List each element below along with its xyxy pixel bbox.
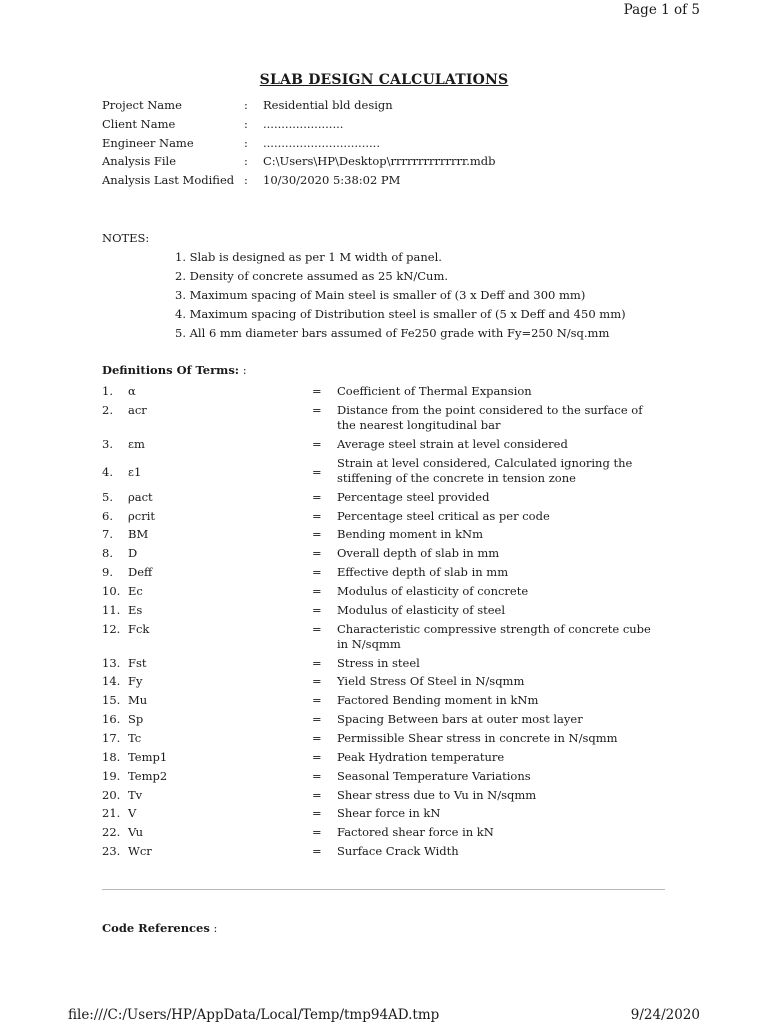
definition-number: 1.: [102, 384, 113, 398]
section-divider: [102, 889, 665, 890]
definition-description: Peak Hydration temperature: [337, 749, 505, 764]
info-label: Client Name: [102, 116, 176, 131]
definition-symbol: Sp: [128, 712, 144, 727]
definition-row: [102, 674, 662, 693]
definition-description: Average steel strain at level considered: [337, 436, 568, 451]
note-item: 3. Maximum spacing of Main steel is smaller of (3 x Deff and 300 mm): [175, 288, 586, 302]
definitions-heading: [102, 363, 247, 377]
definition-description: Stress in steel: [337, 655, 420, 670]
definition-description: Permissible Shear stress in concrete in N/sqmm: [337, 730, 618, 745]
definition-equals: =: [312, 508, 322, 523]
definition-equals: =: [312, 489, 322, 504]
code-references-text: Code References: [102, 921, 210, 935]
info-label: Project Name: [102, 98, 182, 112]
definition-row: [102, 693, 662, 712]
definition-symbol: Temp1: [128, 749, 168, 764]
definition-description: Factored Bending moment in kNm: [337, 693, 539, 708]
definition-symbol: Fst: [128, 655, 147, 670]
info-value: 10/30/2020 5:38:02 PM: [263, 173, 401, 188]
definition-row: [102, 546, 662, 565]
definition-description: Overall depth of slab in mm: [337, 546, 500, 561]
definition-number: 18.: [102, 749, 121, 764]
definition-number: 10.: [102, 583, 121, 598]
info-value: C:\Users\HP\Desktop\rrrrrrrrrrrrrr.mdb: [263, 154, 496, 169]
definition-symbol: Tv: [128, 787, 143, 802]
definition-number: 21.: [102, 806, 121, 821]
page-indicator: Page 1 of 5: [623, 2, 700, 18]
definition-equals: =: [312, 844, 322, 859]
definition-symbol: εm: [128, 436, 145, 451]
definition-symbol: V: [128, 806, 137, 821]
definition-row: [102, 750, 662, 769]
definition-symbol: Mu: [128, 693, 148, 708]
definition-symbol: α: [128, 384, 136, 398]
definition-equals: =: [312, 602, 322, 617]
definition-equals: =: [312, 546, 322, 561]
notes-list: [175, 250, 626, 345]
definition-equals: =: [312, 749, 322, 764]
definition-row: [102, 712, 662, 731]
info-label: Analysis File: [102, 154, 177, 169]
document-title: SLAB DESIGN CALCULATIONS: [259, 72, 509, 88]
definition-description: Bending moment in kNm: [337, 527, 484, 542]
note-item: 4. Maximum spacing of Distribution steel is smaller of (5 x Deff and 450 mm): [175, 307, 626, 321]
definition-number: 17.: [102, 730, 121, 745]
definition-symbol: Vu: [128, 825, 143, 840]
definition-number: 16.: [102, 712, 121, 727]
definition-description: Factored shear force in kN: [337, 825, 494, 840]
info-colon: :: [244, 154, 248, 169]
definition-row: [102, 437, 662, 456]
definition-symbol: Deff: [128, 565, 153, 580]
code-references-heading: [102, 921, 217, 935]
definition-row: [102, 622, 662, 656]
code-references-suffix: :: [209, 921, 218, 935]
definition-symbol: Temp2: [128, 768, 168, 783]
definition-description: Coefficient of Thermal Expansion: [337, 384, 532, 398]
definition-row: [102, 656, 662, 675]
definition-description: Percentage steel critical as per code: [337, 508, 550, 523]
info-value: Residential bld design: [263, 98, 393, 112]
definition-number: 7.: [102, 527, 113, 542]
definition-equals: =: [312, 565, 322, 580]
info-value: ................................: [263, 135, 380, 150]
note-item: 5. All 6 mm diameter bars assumed of Fe250 grade with Fy=250 N/sq.mm: [175, 326, 610, 340]
definition-equals: =: [312, 583, 322, 598]
note-item: 2. Density of concrete assumed as 25 kN/Cum.: [175, 269, 449, 283]
definition-equals: =: [312, 787, 322, 802]
definition-row: [102, 527, 662, 546]
definition-row: [102, 769, 662, 788]
definition-symbol: Fy: [128, 674, 143, 689]
definition-number: 6.: [102, 508, 113, 523]
definition-row: [102, 403, 662, 437]
definition-number: 11.: [102, 602, 121, 617]
definition-equals: =: [312, 402, 322, 417]
definition-description: Distance from the point considered to the surface of the nearest longitudinal bar: [337, 402, 643, 432]
definition-row: [102, 603, 662, 622]
definition-number: 8.: [102, 546, 113, 561]
definition-symbol: acr: [128, 402, 147, 417]
definition-number: 19.: [102, 768, 121, 783]
definition-number: 13.: [102, 655, 121, 670]
definition-symbol: ρact: [128, 489, 153, 504]
definition-number: 5.: [102, 489, 113, 504]
definition-description: Modulus of elasticity of steel: [337, 602, 506, 617]
definition-row: [102, 806, 662, 825]
definition-row: [102, 456, 662, 490]
info-colon: :: [244, 98, 248, 112]
info-colon: :: [244, 173, 248, 188]
definition-equals: =: [312, 384, 322, 398]
definition-equals: =: [312, 693, 322, 708]
definition-description: Characteristic compressive strength of concrete cube in N/sqmm: [337, 621, 651, 651]
definition-row: [102, 509, 662, 528]
info-colon: :: [244, 116, 248, 131]
definition-number: 22.: [102, 825, 121, 840]
definition-row: [102, 788, 662, 807]
definition-symbol: Es: [128, 602, 143, 617]
definition-description: Yield Stress Of Steel in N/sqmm: [337, 674, 525, 689]
definition-symbol: Fck: [128, 621, 150, 636]
definition-symbol: ρcrit: [128, 508, 155, 523]
definition-number: 9.: [102, 565, 113, 580]
definition-number: 15.: [102, 693, 121, 708]
notes-heading: NOTES:: [102, 231, 150, 245]
definition-symbol: D: [128, 546, 138, 561]
definition-symbol: Wcr: [128, 844, 152, 859]
definitions-heading-suffix: :: [239, 363, 247, 377]
definition-description: Shear force in kN: [337, 806, 441, 821]
definition-equals: =: [312, 712, 322, 727]
definition-description: Seasonal Temperature Variations: [337, 768, 531, 783]
definition-description: Shear stress due to Vu in N/sqmm: [337, 787, 537, 802]
info-value: ......................: [263, 116, 344, 131]
definition-equals: =: [312, 527, 322, 542]
definition-number: 14.: [102, 674, 121, 689]
definition-number: 12.: [102, 621, 121, 636]
definitions-table: [102, 384, 662, 863]
info-colon: :: [244, 135, 248, 150]
definition-equals: =: [312, 825, 322, 840]
definition-equals: =: [312, 806, 322, 821]
definition-row: [102, 844, 662, 863]
info-label: Analysis Last Modified: [102, 173, 235, 188]
definition-row: [102, 825, 662, 844]
definition-equals: =: [312, 621, 322, 636]
definitions-heading-text: Definitions Of Terms:: [102, 363, 240, 377]
definition-number: 4.: [102, 464, 113, 479]
definition-equals: =: [312, 674, 322, 689]
definition-row: [102, 490, 662, 509]
definition-symbol: Ec: [128, 583, 143, 598]
note-item: 1. Slab is designed as per 1 M width of panel.: [175, 250, 442, 264]
definition-symbol: Tc: [128, 730, 142, 745]
definition-row: [102, 731, 662, 750]
definition-equals: =: [312, 655, 322, 670]
definition-row: [102, 384, 662, 403]
definition-row: [102, 565, 662, 584]
definition-equals: =: [312, 464, 322, 479]
definition-description: Effective depth of slab in mm: [337, 565, 509, 580]
definition-description: Percentage steel provided: [337, 489, 490, 504]
definition-symbol: ε1: [128, 464, 142, 479]
footer-date: 9/24/2020: [630, 1007, 700, 1023]
definition-row: [102, 584, 662, 603]
definition-number: 20.: [102, 787, 121, 802]
definition-equals: =: [312, 768, 322, 783]
definition-number: 3.: [102, 436, 113, 451]
definition-description: Strain at level considered, Calculated ignoring the stiffening of the concrete in tension zone: [337, 455, 633, 485]
definition-description: Spacing Between bars at outer most layer: [337, 712, 583, 727]
definition-symbol: BM: [128, 527, 149, 542]
definition-equals: =: [312, 730, 322, 745]
definition-description: Modulus of elasticity of concrete: [337, 583, 529, 598]
info-label: Engineer Name: [102, 135, 194, 150]
footer-file-path: file:///C:/Users/HP/AppData/Local/Temp/tmp94AD.tmp: [68, 1007, 440, 1023]
definition-equals: =: [312, 436, 322, 451]
definition-description: Surface Crack Width: [337, 844, 459, 859]
definition-number: 23.: [102, 844, 121, 859]
definition-number: 2.: [102, 402, 113, 417]
